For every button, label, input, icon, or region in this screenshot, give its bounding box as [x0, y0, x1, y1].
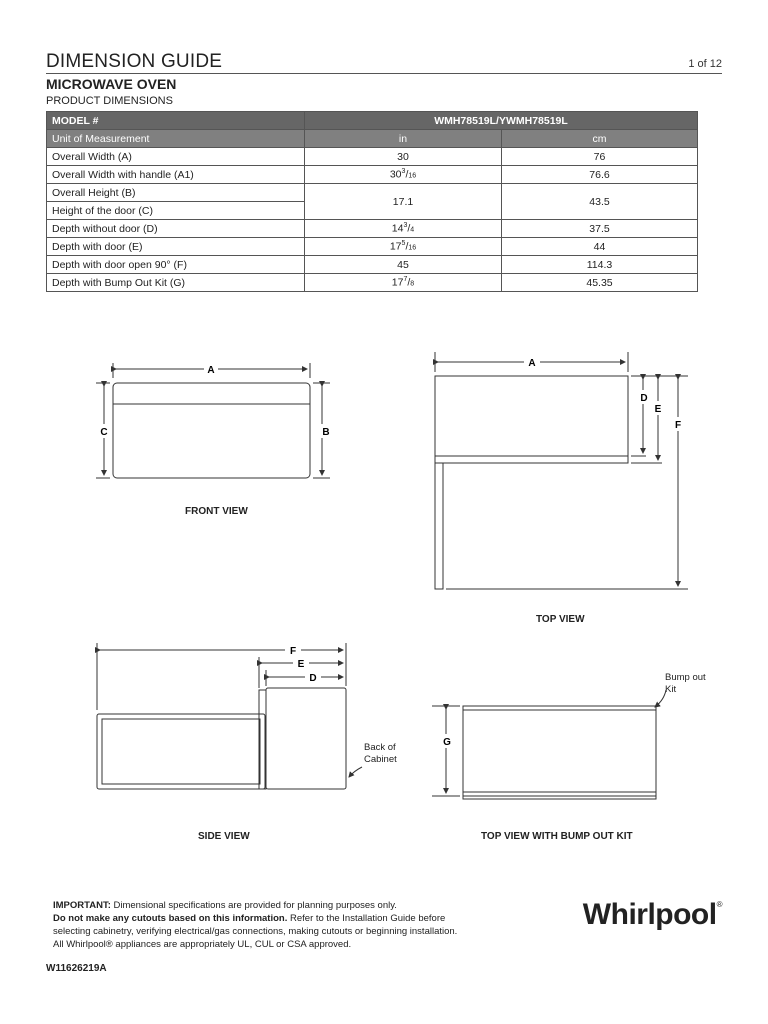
- warning-text: Refer to the Installation Guide before: [287, 913, 446, 924]
- back-of-cabinet-line2: Cabinet: [364, 754, 397, 765]
- bump-out-kit-note: [665, 672, 706, 696]
- front-view-caption: FRONT VIEW: [185, 506, 248, 517]
- in-whole: 14: [391, 222, 404, 235]
- notice-line1: [53, 899, 523, 912]
- front-view-drawing: [96, 363, 330, 478]
- unit-in: in: [305, 130, 502, 148]
- in-numerator: 5: [401, 240, 406, 248]
- bump-out-kit-line1: Bump out: [665, 672, 706, 683]
- in-denominator: 16: [408, 244, 417, 252]
- bump-kit-outline: [463, 706, 656, 710]
- important-label: IMPORTANT:: [53, 900, 111, 911]
- model-value: WMH78519L/YWMH78519L: [305, 112, 698, 130]
- row-value-cm: 114.3: [502, 256, 698, 274]
- side-open-door-outline: [97, 714, 265, 789]
- row-label: Depth with Bump Out Kit (G): [47, 274, 305, 292]
- in-whole: 17.1: [392, 195, 414, 208]
- row-label: Height of the door (C): [47, 202, 305, 220]
- section-label: PRODUCT DIMENSIONS: [46, 95, 173, 107]
- back-of-cabinet-leader: [349, 767, 362, 777]
- side-label-e: E: [297, 659, 305, 670]
- top-label-a: A: [528, 358, 536, 369]
- top-cabinet-outline: [435, 376, 628, 456]
- in-whole: 17: [389, 240, 402, 253]
- bump-door-outline: [463, 792, 656, 796]
- side-label-f: F: [289, 646, 297, 657]
- bump-cabinet-outline: [463, 706, 656, 799]
- bump-out-kit-line2: Kit: [665, 684, 677, 695]
- top-view-caption: TOP VIEW: [536, 614, 585, 625]
- in-numerator: 3: [403, 222, 408, 230]
- front-cabinet-outline: [113, 383, 310, 478]
- row-value-in: $17^5/16$: [305, 238, 502, 256]
- front-label-a: A: [207, 365, 215, 376]
- row-value-cm: 76: [502, 148, 698, 166]
- top-label-f: F: [674, 420, 682, 431]
- row-value-in: $14^3/4$: [305, 220, 502, 238]
- unit-cm: cm: [502, 130, 698, 148]
- row-label: Depth with door open 90° (F): [47, 256, 305, 274]
- in-whole: 45: [397, 258, 409, 271]
- unit-label: Unit of Measurement: [47, 130, 305, 148]
- in-denominator: 16: [408, 172, 417, 180]
- in-denominator: 4: [410, 226, 415, 234]
- product-title: MICROWAVE OVEN: [46, 76, 177, 92]
- top-label-d: D: [640, 393, 648, 404]
- side-view-caption: SIDE VIEW: [198, 831, 250, 842]
- row-value-cm: 45.35: [502, 274, 698, 292]
- in-whole: 30: [397, 150, 409, 163]
- row-label: Overall Width with handle (A1): [47, 166, 305, 184]
- back-of-cabinet-note: [364, 742, 397, 766]
- row-label: Depth with door (E): [47, 238, 305, 256]
- model-label: MODEL #: [47, 112, 305, 130]
- top-door-outline: [435, 456, 628, 463]
- in-whole: 30: [389, 168, 402, 181]
- row-value-in: $17^7/8$: [305, 274, 502, 292]
- in-numerator: 3: [401, 168, 406, 176]
- top-view-drawing: [435, 352, 688, 589]
- side-open-door-inner: [102, 719, 260, 784]
- row-value-cm: 43.5: [502, 184, 698, 220]
- row-label: Overall Height (B): [47, 184, 305, 202]
- back-of-cabinet-line1: Back of: [364, 742, 396, 753]
- logo-text: Whirlpool: [582, 898, 717, 931]
- notice-line2: [53, 912, 523, 925]
- row-label: Overall Width (A): [47, 148, 305, 166]
- document-number: W11626219A: [46, 963, 107, 974]
- whirlpool-logo: [583, 898, 722, 932]
- row-value-cm: 44: [502, 238, 698, 256]
- side-view-drawing: [97, 643, 362, 789]
- bump-view-caption: TOP VIEW WITH BUMP OUT KIT: [481, 831, 633, 842]
- in-numerator: 7: [403, 276, 408, 284]
- notice-line4: All Whirlpool® appliances are appropriately UL, CUL or CSA approved.: [53, 939, 352, 950]
- notice-line3: selecting cabinetry, verifying electrical/gas connections, making cutouts or beginning installation.: [53, 926, 458, 937]
- row-label: Depth without door (D): [47, 220, 305, 238]
- row-value-cm: 37.5: [502, 220, 698, 238]
- logo-registered-mark: ®: [716, 900, 722, 909]
- document-title: DIMENSION GUIDE: [46, 51, 223, 72]
- important-notice: [53, 899, 523, 951]
- row-value-cm: 76.6: [502, 166, 698, 184]
- top-label-e: E: [654, 404, 662, 415]
- in-denominator: 8: [410, 280, 415, 288]
- bump-view-drawing: [432, 690, 666, 799]
- warning-bold: Do not make any cutouts based on this information.: [53, 913, 288, 924]
- top-open-door-outline: [435, 463, 443, 589]
- side-label-d: D: [309, 673, 317, 684]
- side-cabinet-outline: [266, 688, 346, 789]
- bump-label-g: G: [443, 737, 451, 748]
- in-whole: 17: [391, 276, 404, 289]
- front-label-c: C: [100, 427, 108, 438]
- important-text: Dimensional specifications are provided for planning purposes only.: [110, 900, 397, 911]
- page-number: 1 of 12: [688, 58, 722, 70]
- row-value-in: $30^3/16$: [305, 166, 502, 184]
- front-label-b: B: [322, 427, 330, 438]
